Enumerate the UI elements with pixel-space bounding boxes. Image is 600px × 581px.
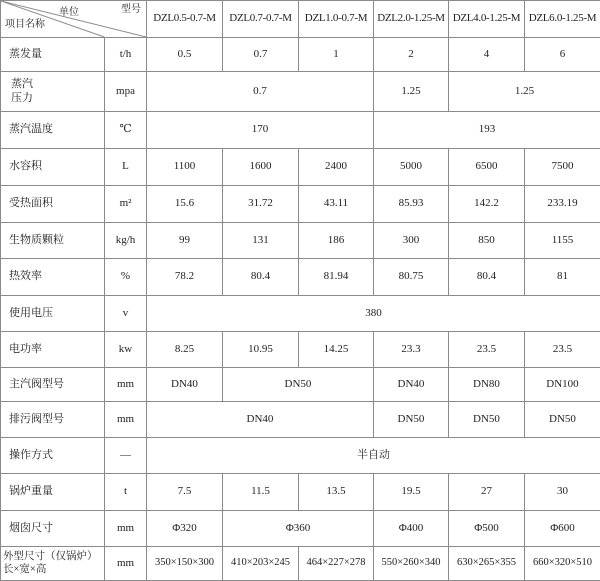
table-cell: 81 <box>525 259 600 296</box>
row-name-chimney-size: 烟囱尺寸 <box>1 511 105 547</box>
row-name-boiler-weight: 锅炉重量 <box>1 474 105 511</box>
table-cell: DN50 <box>449 402 525 438</box>
row-unit: mm <box>105 547 147 581</box>
header-diagonal-cell <box>1 1 147 38</box>
table-cell: 142.2 <box>449 186 525 223</box>
header-model-label: 型号 <box>121 4 141 16</box>
table-row <box>1 296 600 332</box>
row-unit: mpa <box>105 72 147 112</box>
table-cell: 1 <box>299 38 374 72</box>
row-name-steam-pressure <box>1 72 105 112</box>
table-row <box>1 474 600 511</box>
row-unit: ℃ <box>105 112 147 149</box>
model-header: DZL1.0-0.7-M <box>299 1 374 38</box>
table-row <box>1 223 600 259</box>
row-name-drain-valve: 排污阀型号 <box>1 402 105 438</box>
row-name-electric-power: 电功率 <box>1 332 105 368</box>
table-cell: 19.5 <box>374 474 449 511</box>
table-cell: 31.72 <box>223 186 299 223</box>
row-name-heating-area: 受热面积 <box>1 186 105 223</box>
row-name-steam-temperature: 蒸汽温度 <box>1 112 105 149</box>
row-name-dimensions <box>1 547 105 581</box>
row-unit: mm <box>105 511 147 547</box>
table-cell: 300 <box>374 223 449 259</box>
table-cell: 630×265×355 <box>449 547 525 581</box>
row-name-evaporation: 蒸发量 <box>1 38 105 72</box>
table-cell: 1155 <box>525 223 600 259</box>
row-unit: t <box>105 474 147 511</box>
table-row <box>1 38 600 72</box>
table-cell: 464×227×278 <box>299 547 374 581</box>
table-cell: Φ600 <box>525 511 600 547</box>
table-cell: DN50 <box>223 368 374 402</box>
header-row <box>1 1 600 38</box>
table-cell: Φ320 <box>147 511 223 547</box>
table-cell: 23.5 <box>449 332 525 368</box>
table-cell: 14.25 <box>299 332 374 368</box>
row-name-lines <box>11 78 33 104</box>
header-unit-label: 单位 <box>59 7 79 19</box>
table-cell: 4 <box>449 38 525 72</box>
table-cell: 85.93 <box>374 186 449 223</box>
model-header: DZL2.0-1.25-M <box>374 1 449 38</box>
table-cell: 350×150×300 <box>147 547 223 581</box>
table-row <box>1 72 600 112</box>
table-row <box>1 438 600 474</box>
table-cell: 5000 <box>374 149 449 186</box>
model-header: DZL0.5-0.7-M <box>147 1 223 38</box>
row-name-line2: 长×宽×高 <box>3 564 46 575</box>
table-cell: 23.5 <box>525 332 600 368</box>
table-cell: 7500 <box>525 149 600 186</box>
table-cell: 0.7 <box>147 72 374 112</box>
table-row <box>1 259 600 296</box>
table-cell: 2400 <box>299 149 374 186</box>
table-cell: DN100 <box>525 368 600 402</box>
table-cell: 23.3 <box>374 332 449 368</box>
table-cell: Φ360 <box>223 511 374 547</box>
model-header: DZL4.0-1.25-M <box>449 1 525 38</box>
table-cell: 2 <box>374 38 449 72</box>
table-cell: 850 <box>449 223 525 259</box>
row-unit: — <box>105 438 147 474</box>
table-cell: DN40 <box>374 368 449 402</box>
table-cell: 1600 <box>223 149 299 186</box>
row-unit: L <box>105 149 147 186</box>
table-row <box>1 368 600 402</box>
row-unit: kg/h <box>105 223 147 259</box>
table-cell: 11.5 <box>223 474 299 511</box>
table-cell: DN40 <box>147 368 223 402</box>
table-cell: 30 <box>525 474 600 511</box>
table-cell: DN50 <box>374 402 449 438</box>
table-row <box>1 149 600 186</box>
row-unit: % <box>105 259 147 296</box>
table-cell: DN50 <box>525 402 600 438</box>
row-name-thermal-efficiency: 热效率 <box>1 259 105 296</box>
table-cell: 78.2 <box>147 259 223 296</box>
table-cell: 380 <box>147 296 600 332</box>
table-cell: 半自动 <box>147 438 600 474</box>
table-row <box>1 112 600 149</box>
table-cell: 660×320×510 <box>525 547 600 581</box>
row-unit: mm <box>105 402 147 438</box>
table-cell: 410×203×245 <box>223 547 299 581</box>
row-unit: mm <box>105 368 147 402</box>
table-cell: 6500 <box>449 149 525 186</box>
table-cell: Φ400 <box>374 511 449 547</box>
table-cell: 170 <box>147 112 374 149</box>
table-cell: 80.75 <box>374 259 449 296</box>
table-cell: 193 <box>374 112 600 149</box>
table-cell: 81.94 <box>299 259 374 296</box>
table-row <box>1 547 600 581</box>
table-cell: Φ500 <box>449 511 525 547</box>
table-cell: 6 <box>525 38 600 72</box>
table-cell: 8.25 <box>147 332 223 368</box>
row-name-voltage: 使用电压 <box>1 296 105 332</box>
table-cell: 15.6 <box>147 186 223 223</box>
table-cell: 0.7 <box>223 38 299 72</box>
row-unit: kw <box>105 332 147 368</box>
table-cell: 186 <box>299 223 374 259</box>
table-cell: 10.95 <box>223 332 299 368</box>
table-row <box>1 186 600 223</box>
header-item-label: 项目名称 <box>5 19 45 31</box>
table-cell: 0.5 <box>147 38 223 72</box>
row-name-main-valve: 主汽阀型号 <box>1 368 105 402</box>
table-row <box>1 511 600 547</box>
row-name-line1: 蒸汽 <box>11 78 33 90</box>
model-header: DZL6.0-1.25-M <box>525 1 600 38</box>
table-cell: 1100 <box>147 149 223 186</box>
table-cell: 1.25 <box>449 72 600 112</box>
table-cell: 99 <box>147 223 223 259</box>
table-cell: 550×260×340 <box>374 547 449 581</box>
row-unit: v <box>105 296 147 332</box>
row-unit: t/h <box>105 38 147 72</box>
row-name-operation-mode: 操作方式 <box>1 438 105 474</box>
row-name-biomass-pellet: 生物质颗粒 <box>1 223 105 259</box>
row-unit: m² <box>105 186 147 223</box>
table-row <box>1 402 600 438</box>
table-cell: 80.4 <box>449 259 525 296</box>
table-cell: 43.11 <box>299 186 374 223</box>
model-header: DZL0.7-0.7-M <box>223 1 299 38</box>
row-name-water-volume: 水容积 <box>1 149 105 186</box>
table-cell: 13.5 <box>299 474 374 511</box>
table-cell: 233.19 <box>525 186 600 223</box>
table-cell: 7.5 <box>147 474 223 511</box>
table-cell: 131 <box>223 223 299 259</box>
row-name-line2: 压力 <box>11 92 33 104</box>
row-name-lines <box>3 551 98 576</box>
table-cell: DN80 <box>449 368 525 402</box>
table-cell: 80.4 <box>223 259 299 296</box>
table-cell: 1.25 <box>374 72 449 112</box>
table-cell: DN40 <box>147 402 374 438</box>
table-cell: 27 <box>449 474 525 511</box>
row-name-line1: 外型尺寸（仅锅炉） <box>3 551 98 562</box>
table-row <box>1 332 600 368</box>
